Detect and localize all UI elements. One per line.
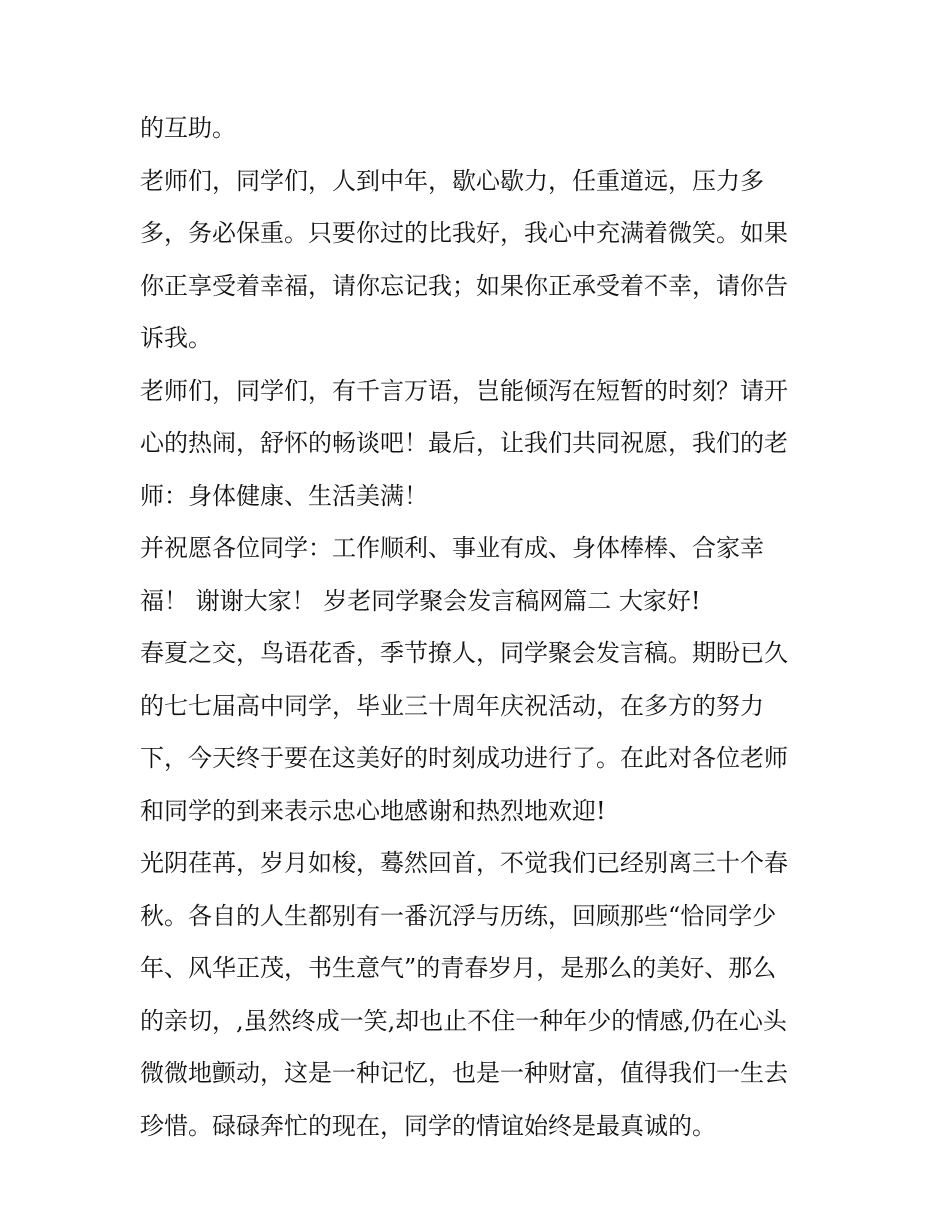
text-line: 师：身体健康、生活美满！ — [140, 481, 428, 510]
text-line: 光阴荏苒，岁月如梭，蓦然回首，不觉我们已经别离三十个春 — [140, 849, 788, 877]
text-line: 你正享受着幸福，请你忘记我；如果你正承受着不幸，请你告 — [140, 271, 788, 300]
text-line: 老师们，同学们，有千言万语，岂能倾泻在短暂的时刻？请开 — [140, 376, 788, 405]
text-line: 微微地颤动，这是一种记忆，也是一种财富，值得我们一生去 — [140, 1059, 788, 1087]
text-line: 秋。各自的人生都别有一番沉浮与历练，回顾那些“恰同学少 — [140, 901, 777, 930]
text-line: 下，今天终于要在这美好的时刻成功进行了。在此对各位老师 — [140, 744, 788, 772]
text-line: 的七七届高中同学，毕业三十周年庆祝活动，在多方的努力 — [140, 691, 764, 720]
text-line: 诉我。 — [140, 324, 212, 352]
text-line: 老师们，同学们，人到中年，歇心歇力，任重道远，压力多 — [140, 166, 764, 195]
text-line: 珍惜。碌碌奔忙的现在，同学的情谊始终是最真诚的。 — [140, 1111, 716, 1140]
text-line: 和同学的到来表示忠心地感谢和热烈地欢迎! — [140, 796, 606, 825]
text-line: 心的热闹，舒怀的畅谈吧！最后，让我们共同祝愿，我们的老 — [140, 429, 788, 457]
text-line: 的亲切，,虽然终成一笑,却也止不住一种年少的情感,仍在心头 — [140, 1006, 787, 1035]
text-line: 福！ 谢谢大家！ 岁老同学聚会发言稿网篇二 大家好! — [140, 586, 701, 615]
text-line: 并祝愿各位同学：工作顺利、事业有成、身体棒棒、合家幸 — [140, 534, 764, 562]
text-line: 多，务必保重。只要你过的比我好，我心中充满着微笑。如果 — [140, 219, 788, 247]
text-line: 年、风华正茂，书生意气”的青春岁月，是那么的美好、那么 — [140, 954, 777, 982]
document-body — [140, 102, 820, 1152]
text-line: 春夏之交，鸟语花香，季节撩人，同学聚会发言稿。期盼已久 — [140, 639, 788, 667]
text-line: 的互助。 — [140, 114, 236, 142]
